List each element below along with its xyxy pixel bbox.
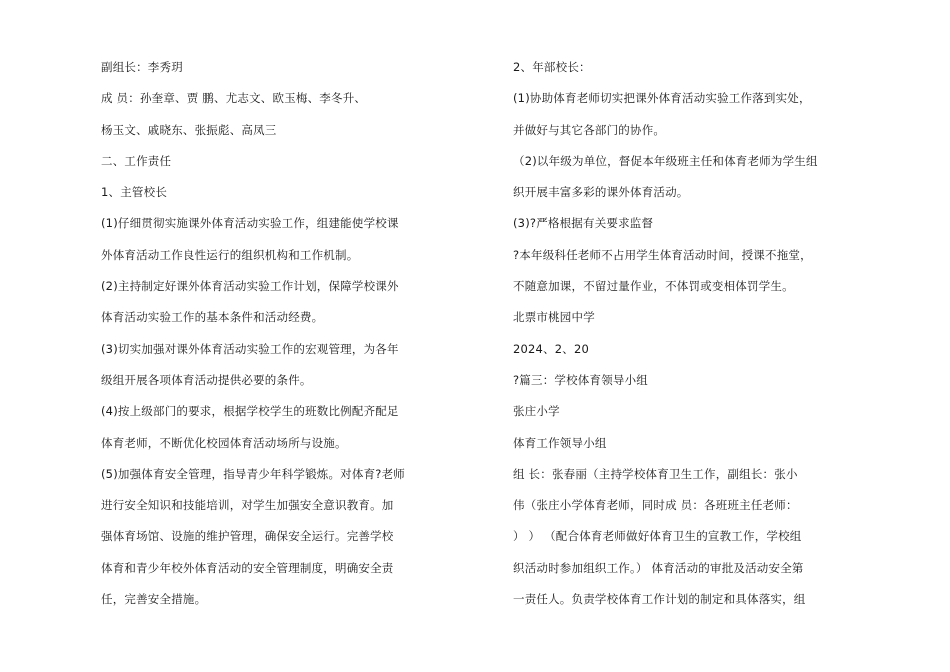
text-line: 织活动时参加组织工作。） 体育活动的审批及活动安全第 [513,560,804,575]
subsection-heading: 2、年部校长： [513,60,591,74]
group-title: 体育工作领导小组 [513,435,607,450]
left-text-column [101,52,405,615]
text-line: 成 员：孙奎章、贾 鹏、尤志文、欧玉梅、李冬升、 [101,91,367,106]
text-line: 组 长：张春丽（主持学校体育卫生工作，副组长：张小 [513,466,798,481]
subsection-heading: 1、主管校长 [101,185,168,200]
school-name: 北票市桃园中学 [513,310,595,325]
text-line: 伟（张庄小学体育老师，同时成 员：各班班主任老师： [513,498,798,513]
text-line: 织开展丰富多彩的课外体育活动。 [513,185,689,200]
text-line: (1)仔细贯彻实施课外体育活动实验工作，组建能使学校课 [101,216,399,231]
section-heading: ?篇三：学校体育领导小组 [513,372,649,387]
text-line: 任，完善安全措施。 [101,592,207,607]
text-line: 副组长：李秀玥 [101,60,183,74]
text-line: 一责任人。负责学校体育工作计划的制定和具体落实，组 [513,592,806,607]
document-date: 2024、2、20 [513,341,590,356]
text-line: （2)以年级为单位，督促本年级班主任和体育老师为学生组 [513,153,818,168]
text-line: 并做好与其它各部门的协作。 [513,122,666,137]
text-line: 体育活动实验工作的基本条件和活动经费。 [101,310,324,325]
text-line: (4)按上级部门的要求，根据学校学生的班数比例配齐配足 [101,404,399,419]
school-name: 张庄小学 [513,404,560,419]
right-text-column [513,52,818,615]
text-line: 不随意加课，不留过量作业，不体罚或变相体罚学生。 [513,279,794,294]
text-line: 级组开展各项体育活动提供必要的条件。 [101,372,312,387]
text-line: 强体育场馆、设施的维护管理，确保安全运行。完善学校 [101,529,394,544]
text-line: ） ） （配合体育老师做好体育卫生的宣教工作，学校组 [513,529,802,544]
text-line: (2)主持制定好课外体育活动实验工作计划，保障学校课外 [101,279,399,294]
text-line: (3)?严格根据有关要求监督 [513,216,654,231]
text-line: ?本年级科任老师不占用学生体育活动时间，授课不拖堂， [513,247,812,262]
text-line: 杨玉文、戚晓东、张振彪、高凤三 [101,122,277,137]
text-line: 外体育活动工作良性运行的组织机构和工作机制。 [101,247,359,262]
text-line: 进行安全知识和技能培训，对学生加强安全意识教育。加 [101,498,394,513]
text-line: 体育老师，不断优化校园体育活动场所与设施。 [101,435,347,450]
text-line: (1)协助体育老师切实把课外体育活动实验工作落到实处， [513,91,811,106]
text-line: (3)切实加强对课外体育活动实验工作的宏观管理，为各年 [101,341,399,356]
text-line: 体育和青少年校外体育活动的安全管理制度，明确安全责 [101,560,394,575]
section-heading: 二、工作责任 [101,153,172,168]
text-line: (5)加强体育安全管理，指导青少年科学锻炼。对体育?老师 [101,466,405,481]
